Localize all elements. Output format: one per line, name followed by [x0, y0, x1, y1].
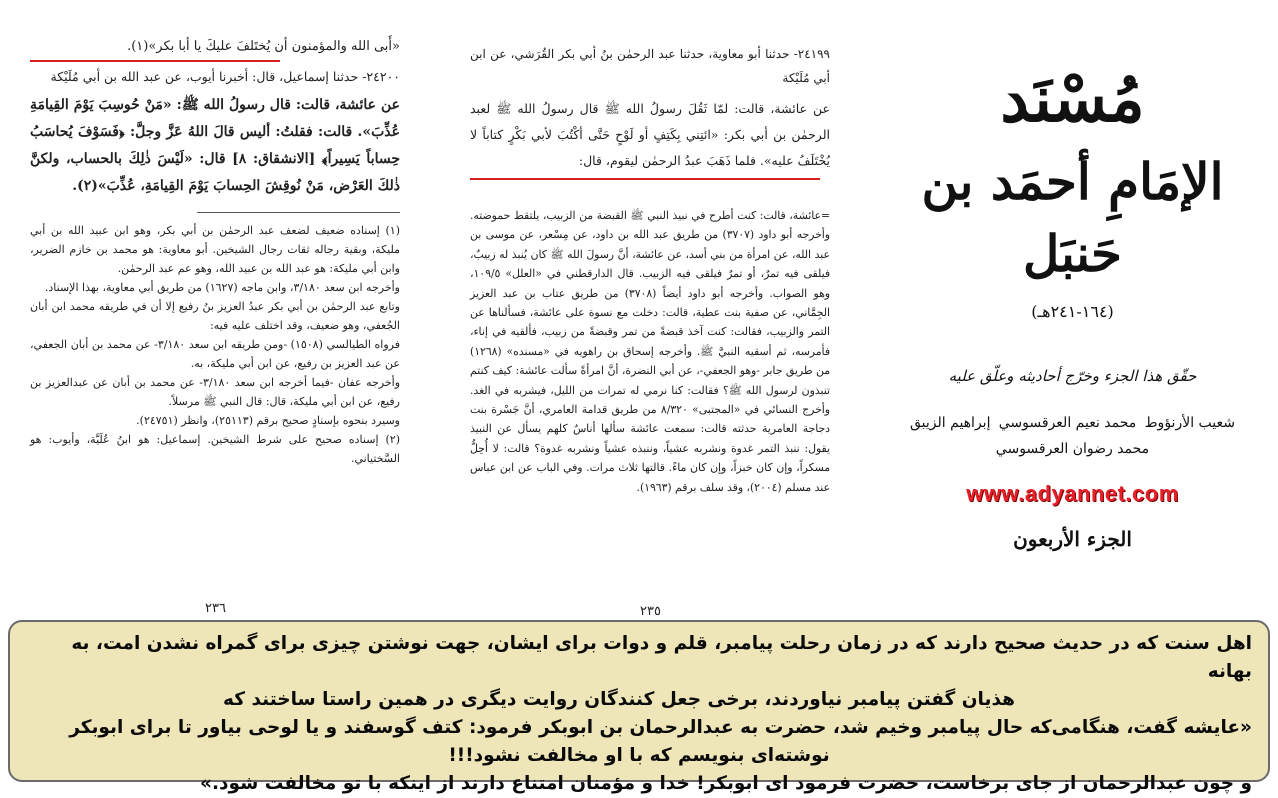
- left-book-page: [30, 36, 400, 616]
- caption-line: نوشته‌ای بنویسم که با او مخالفت نشود!!!: [448, 745, 830, 766]
- cover-title-imam: الإمَامِ أحمَد بن حَنبَل: [921, 152, 1224, 283]
- footnote: (٢) إسناده صحيح على شرط الشيخين. إسماعيل: هو ابنُ عُلَيَّة، وأيوب: هو السَّختياني.: [30, 433, 400, 465]
- middle-page-highlight-underline: [470, 178, 820, 180]
- caption-line: و چون عبدالرحمان از جای برخاست، حضرت فرمود ای ابوبکر! خدا و مؤمنان امتناع دارند از اینکه با تو مخالفت شود.»: [200, 773, 1252, 794]
- left-page-hadith-text: عن عائشة، قالت: قال رسولُ الله ﷺ: «مَنْ حُوسِبَ يَوْمَ القِيامَةِ عُذِّبَ». قالت: فقلتُ: أليس قالَ اللهُ عَزَّ وجلَّ: ﴿فَسَوْفَ يُحاسَبُ حِساباً يَسِيراً﴾ [الانشقاق: ٨] قال: «لَيْسَ ذٰلِكَ بالحساب، ولكنَّ ذٰلكَ العَرْض، مَنْ نُوقِشَ الحِسابَ يَوْمَ القِيامَةِ، عُذِّبَ»(٢).: [30, 97, 401, 194]
- footnote: وسيرد بنحوه بإسنادٍ صحيح برقم (٢٥١١٣)، وانظر (٢٤٧٥١).: [136, 414, 400, 427]
- cover-editor: محمد نعيم العرقسوسي: [998, 415, 1137, 431]
- persian-caption-box: [8, 620, 1270, 794]
- cover-editor: إبراهيم الزيبق: [910, 415, 991, 431]
- middle-page-hadith-header: ٢٤١٩٩- حدثنا أبو معاوية، حدثنا عبد الرحمٰن بنُ أبي بكر القُرَشي، عن ابن أبي مُلَيْكة: [470, 47, 830, 85]
- left-page-footnotes: [30, 221, 400, 468]
- footnote: وأخرجه عفان -فيما أخرجه ابن سعد ٣/١٨٠- عن محمد بن أبان عن عبدالعزيز بن رفيع، عن ابن أبي مليكة، قال: قال النبي ﷺ مرسلاً.: [30, 376, 401, 408]
- caption-line: هذیان گفتن پیامبر نیاوردند، برخی جعل کنندگان روایت دیگری در همین راستا ساختند که: [223, 689, 1015, 710]
- cover-years: (١٦٤-٢٤١هـ): [1031, 302, 1114, 321]
- left-page-highlight-underline: [30, 60, 280, 62]
- cover-title-musnad: مُسْنَد: [1000, 62, 1145, 137]
- middle-page-number: ٢٣٥: [640, 604, 661, 619]
- left-page-hadith-header: ٢٤٢٠٠- حدثنا إسماعيل، قال: أخبرنا أيوب، عن عبد الله بن أبي مُلَيْكة: [50, 69, 400, 84]
- middle-page-hadith-text: عن عائشة، قالت: لمّا ثَقُلَ رسولُ الله ﷺ قال رسولُ الله ﷺ لعبد الرحمٰن بن أبي بكر: «ائتِني بِكَتِفٍ أو لَوْحٍ حَتَّى أكْتُبَ لأبي بَكْرٍ كتاباً لا يُخْتَلَفُ عليه». فلما ذَهَبَ عبدُ الرحمٰن ليقوم، قال:: [470, 101, 830, 168]
- book-cover: [900, 60, 1245, 580]
- middle-page-notes: =عائشة، قالت: كنت أطرح في نبيذ النبي ﷺ القبضة من الزبيب، يلتقط حموضته. وأخرجه أبو داود (٣٧٠٧) من طريق عبد الله بن داود، عن مِسْعر، عن موسى بن عبد الله، عن امرأة من بني أسد، عن عائشة، أنَّ رسولَ الله ﷺ كان يُنبذ له زبيبٌ، فيلقى فيه تمرٌ، أو تمرٌ فيلقى فيه الزبيب. قال الدارقطني في «العلل» ١٠٩/٥، وهو الصواب. وأخرجه أبو داود أيضاً (٣٧٠٨) من طريق عتاب بن عبد العزيز الجِمَّاني، عن صفية بنت عطية، قالت: دخلت مع نسوة على عائشة، فسألناها عن التمر والزبيب، فقالت: كنت آخذ قبضةً من تمر وقبضةً من زبيب، فألقيه في إناء، فأمرسه، ثم أسقيه النبيَّ ﷺ. وأخرجه إسحاق بن راهويه في «مسنده» (١٢٦٨) من طريق جابر -وهو الجعفي-، عن أبي النضرة، أنَّ امرأةً سألت عائشة: كيف كنتم تنبذون لرسول الله ﷺ؟ فقالت: كنا نرمي له تمرات من الليل، فيشربه في الغد. وأخرج النسائي في «المجتبى» ٨/٣٢٠ من طريق قدامة العامري، أنَّ جَسْرة بنت دجاجة العامرية حدثته قالت: سمعت عائشة سألها أناسٌ كلهم يسأل عن النبيذ يقول: ننبذ التمر غدوة ونشربه عشياً، وننبذه عشياً ونشربه غدوة؟ قالت: لا أُحِلُّ مسكراً، وإن كان خبزاً، وإن كان ماءً. قالتها ثلاث مرات. وفي الباب عن ابن عباس عند مسلم (٢٠٠٤)، وقد سلف برقم (١٩٦٣).: [470, 209, 831, 494]
- footnote: وأخرجه ابن سعد ٣/١٨٠، وابن ماجه (١٦٢٧) من طريق أبي معاوية، بهذا الإسناد.: [44, 281, 400, 294]
- footnote: (١) إسناده ضعيف لضعف عبد الرحمٰن بن أبي بكر، وهو ابن عبيد الله بن أبي مليكة، وبقية رجاله ثقات رجال الشيخين. أبو معاوية: هو محمد بن خازم الضرير، وابن أبي مليكة: هو عبد الله بن عبيد الله، وهو عم عبد الرحمٰن.: [30, 224, 400, 275]
- middle-book-page: [470, 42, 831, 619]
- caption-line: «عایشه گفت، هنگامی‌که حال پیامبر وخیم شد، حضرت به عبدالرحمان بن ابوبکر فرمود: کتف گوسفند و یا لوحی بیاور تا برای ابوبکر: [69, 717, 1252, 738]
- footnote-divider: [197, 212, 401, 213]
- footnote: فرواه الطيالسي (١٥٠٨) -ومن طريقه ابن سعد ٣/١٨٠- عن محمد بن أبان الجعفي، عن عبد العزيز بن رفيع، عن ابن أبي مليكة، به.: [30, 338, 400, 370]
- cover-volume: الجزء الأربعون: [1013, 527, 1132, 551]
- footnote: وتابع عبد الرحمٰن بن أبي بكر عبدُ العزيز بنُ رفيع إلا أن في طريقه محمد ابن أبان الجُعفي، وهو ضعيف، وقد اختلف عليه فيه:: [30, 300, 400, 332]
- website-watermark: www.adyannet.com: [966, 481, 1179, 506]
- cover-editor: محمد رضوان العرقسوسي: [995, 441, 1150, 457]
- cover-editor: شعيب الأرنؤوط: [1144, 415, 1235, 431]
- caption-line: اهل سنت که در حدیث صحیح دارند که در زمان رحلت پیامبر، قلم و دوات برای ایشان، جهت نوشتن چیزی برای گمراه نشدن امت، به بهانه: [71, 633, 1252, 682]
- left-page-top-line: «أَبى الله والمؤمنون أن يُختَلفَ عليكَ يا أبا بكر»(١).: [127, 39, 400, 54]
- left-page-number: ٢٣٦: [205, 601, 226, 616]
- cover-editors-row: [900, 415, 1245, 431]
- cover-credits: حقّق هذا الجزء وخرّج أحاديثه وعلّق عليه: [948, 367, 1197, 385]
